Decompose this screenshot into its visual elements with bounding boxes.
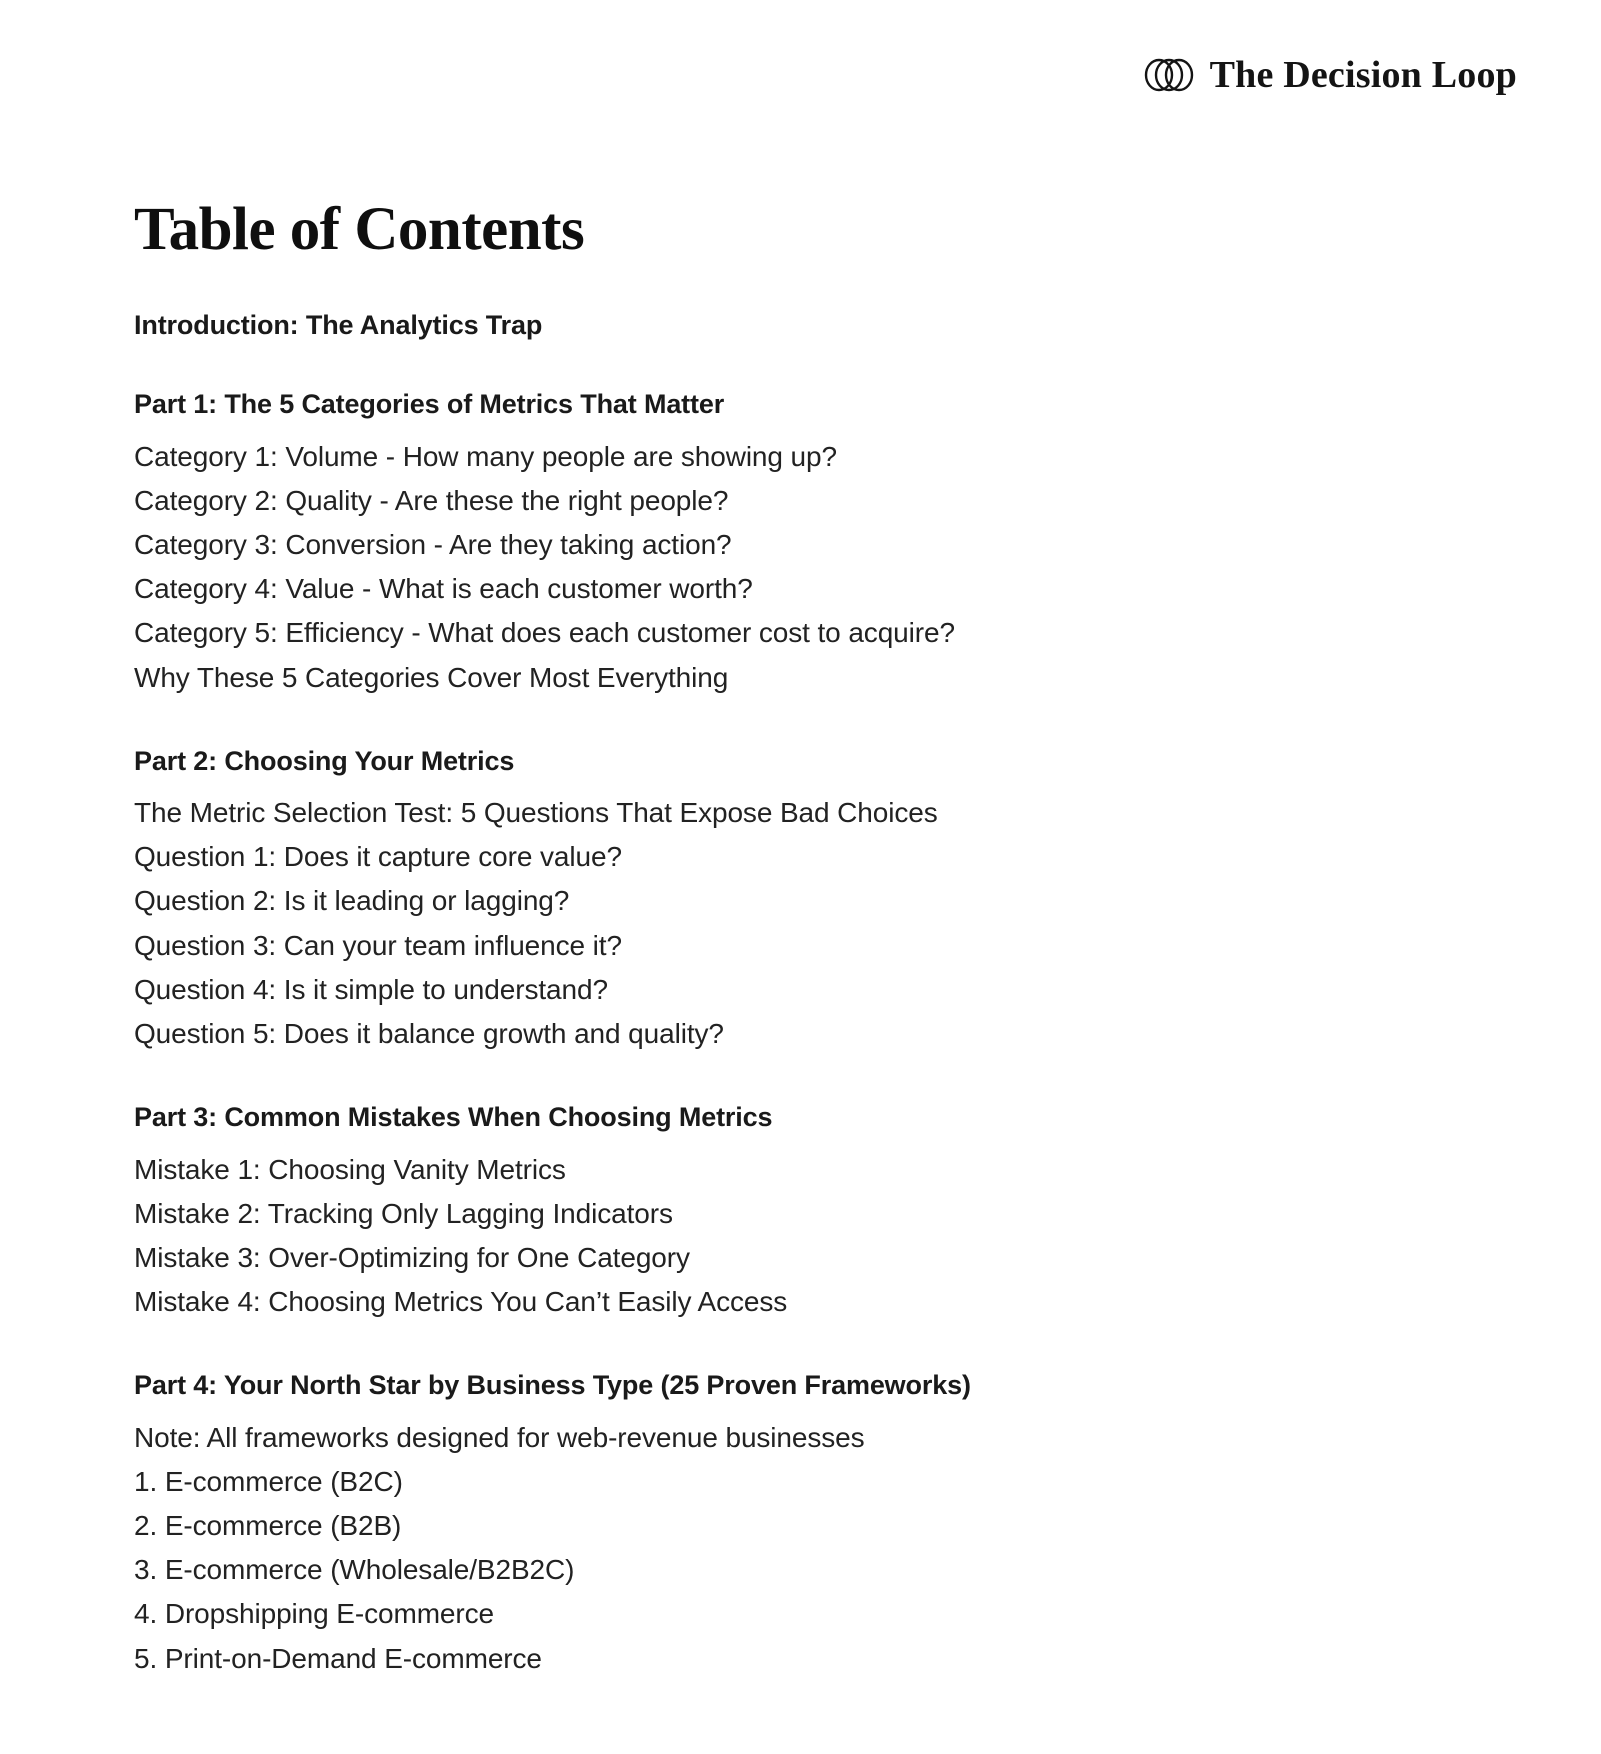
toc-section-heading[interactable]: Part 1: The 5 Categories of Metrics That Matter [134,389,725,420]
three-overlapping-rings-logo-icon [1142,56,1196,94]
toc-entry[interactable]: The Metric Selection Test: 5 Questions That Expose Bad Choices [134,797,938,828]
toc-section-part-1 [134,387,1464,700]
toc-entry[interactable]: Mistake 3: Over-Optimizing for One Category [134,1241,690,1273]
toc-entry[interactable]: Question 5: Does it balance growth and quality? [134,1018,724,1050]
toc-entry[interactable]: 1. E-commerce (B2C) [134,1465,403,1497]
toc-section-part-3 [134,1100,1464,1324]
toc-entry[interactable]: Category 5: Efficiency - What does each customer cost to acquire? [134,617,955,649]
toc-note: Note: All frameworks designed for web-revenue businesses [134,1421,865,1453]
table-of-contents-document [134,196,1464,1681]
toc-section-introduction [134,308,1464,343]
toc-entry[interactable]: Category 4: Value - What is each customer worth? [134,573,753,605]
toc-entry[interactable]: Mistake 2: Tracking Only Lagging Indicators [134,1197,673,1229]
toc-entry[interactable]: Question 4: Is it simple to understand? [134,973,608,1005]
toc-entry[interactable]: 3. E-commerce (Wholesale/B2B2C) [134,1554,575,1586]
page-title: Table of Contents [134,196,585,263]
toc-entry[interactable]: Question 1: Does it capture core value? [134,841,622,873]
toc-entry[interactable]: Why These 5 Categories Cover Most Everything [134,661,729,693]
brand-name: The Decision Loop [1209,54,1517,96]
toc-section-part-4 [134,1368,1464,1681]
toc-entry[interactable]: Mistake 4: Choosing Metrics You Can’t Easily Access [134,1286,788,1318]
toc-section-heading[interactable]: Part 3: Common Mistakes When Choosing Metrics [134,1102,773,1133]
toc-entry[interactable]: Question 3: Can your team influence it? [134,929,622,961]
toc-section-heading[interactable]: Part 2: Choosing Your Metrics [134,745,515,776]
brand-header [1142,56,1517,94]
toc-entry[interactable]: 2. E-commerce (B2B) [134,1510,402,1541]
toc-entry[interactable]: 4. Dropshipping E-commerce [134,1598,494,1630]
toc-section-heading[interactable]: Introduction: The Analytics Trap [134,310,543,341]
toc-section-part-2 [134,744,1464,1057]
toc-entry[interactable]: Category 3: Conversion - Are they taking action? [134,528,732,560]
toc-entry[interactable]: Mistake 1: Choosing Vanity Metrics [134,1153,566,1185]
toc-entry[interactable]: Category 1: Volume - How many people are showing up? [134,440,837,472]
toc-entry[interactable]: 5. Print-on-Demand E-commerce [134,1642,542,1674]
toc-section-heading[interactable]: Part 4: Your North Star by Business Type (25 Proven Frameworks) [134,1370,971,1401]
toc-entry[interactable]: Question 2: Is it leading or lagging? [134,885,570,917]
toc-entry[interactable]: Category 2: Quality - Are these the right people? [134,484,729,516]
